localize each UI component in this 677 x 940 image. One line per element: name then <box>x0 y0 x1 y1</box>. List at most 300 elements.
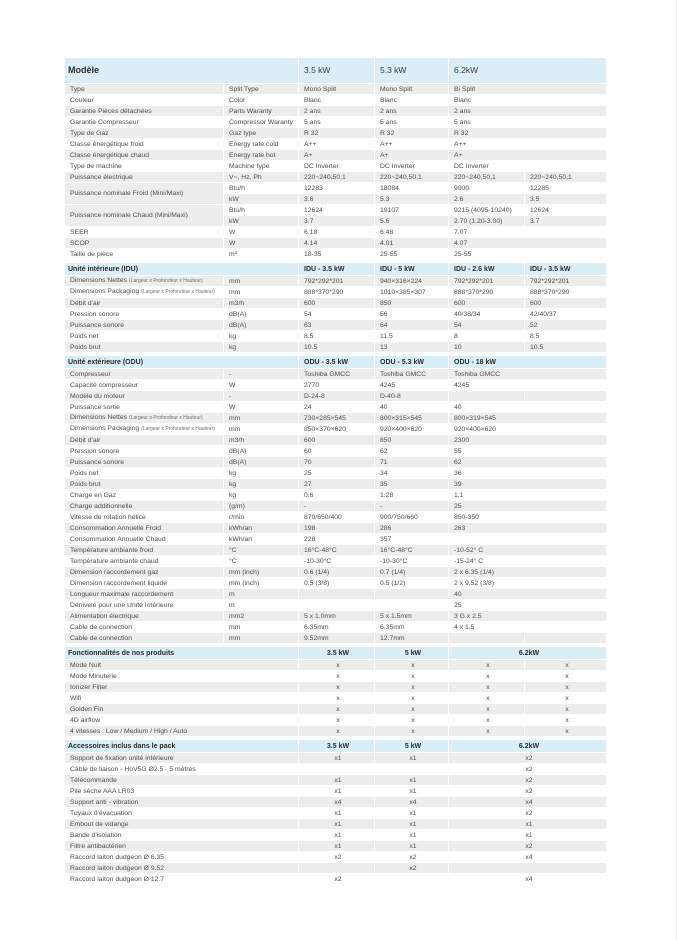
cell-value: 9000 <box>449 183 524 193</box>
table-row <box>65 227 606 237</box>
cell-value: 39 <box>449 479 606 489</box>
cell-value: 1.28 <box>375 490 448 500</box>
cell-value: 13 <box>375 342 448 352</box>
cell-value: kWh/an <box>224 523 298 533</box>
row-label: Garantie Pièces détachées <box>65 106 223 116</box>
column-header: 6.2kW <box>449 647 606 659</box>
cell-value: 8.5 <box>299 331 374 341</box>
cell-value: 800×315×545 <box>375 413 448 423</box>
cell-value: -15-24° C <box>449 556 606 566</box>
cell-value: 220~240,50,1 <box>525 172 606 182</box>
cell-value: 800×319×545 <box>449 413 606 423</box>
cell-value: 40 <box>449 589 606 599</box>
row-label <box>65 276 223 286</box>
table-row <box>65 276 606 286</box>
row-label: Bande d'isolation <box>65 830 298 840</box>
cell-value: x <box>525 693 606 703</box>
cell-value: 8 <box>449 331 524 341</box>
cell-value: 870/650/400 <box>299 512 374 522</box>
cell-value: dB(A) <box>224 320 298 330</box>
row-label: Compresseur <box>65 369 223 379</box>
table-row <box>65 369 606 379</box>
cell-value: 52 <box>525 320 606 330</box>
row-label: Mode Minuterie <box>65 671 298 681</box>
cell-value: kg <box>224 490 298 500</box>
cell-value: Parts Waranty <box>224 106 298 116</box>
table-row <box>65 320 606 330</box>
cell-value: x2 <box>299 852 374 862</box>
cell-value: D-24-8 <box>299 391 374 401</box>
cell-value: 792*292*201 <box>449 276 524 286</box>
cell-value: A++ <box>449 139 606 149</box>
cell-value: x <box>525 715 606 725</box>
table-row <box>65 671 606 681</box>
row-label: Puissance sonore <box>65 457 223 467</box>
cell-value: x <box>299 660 374 670</box>
cell-value: x <box>375 660 448 670</box>
cell-value: Color <box>224 95 298 105</box>
cell-value: x <box>299 693 374 703</box>
dimension-note: (Largeur x Profondeur x Hauteur) <box>141 289 215 295</box>
table-row <box>65 424 606 434</box>
cell-value: r/min <box>224 512 298 522</box>
cell-value: 3.5 <box>525 194 606 204</box>
table-row <box>65 600 606 610</box>
row-label: Support de fixation unité intérieure <box>65 753 298 763</box>
cell-value: kg <box>224 331 298 341</box>
cell-value: 0.7 (1/4) <box>375 567 448 577</box>
cell-value: 900/750/660 <box>375 512 448 522</box>
cell-value <box>375 589 448 599</box>
cell-value: x4 <box>449 874 606 884</box>
row-label: Capacité compresseur <box>65 380 223 390</box>
cell-value: 54 <box>449 320 524 330</box>
row-label: Puissance nominale Froid (Mini/Maxi) <box>65 183 223 204</box>
cell-value: 3.7 <box>299 216 374 226</box>
cell-value: dB(A) <box>224 309 298 319</box>
row-label: Longueur maximale raccordement <box>65 589 223 599</box>
row-label: Modèle du moteur <box>65 391 223 401</box>
table-row <box>65 380 606 390</box>
cell-value: Mono Split <box>375 84 448 94</box>
row-label: Puissance électrique <box>65 172 223 182</box>
column-header: IDU - 3.5 kW <box>299 263 374 275</box>
cell-value: x1 <box>299 808 374 818</box>
row-label: Dimension raccordement gaz <box>65 567 223 577</box>
cell-value: 2.70 (1.20-3.00) <box>449 216 524 226</box>
cell-value <box>299 589 374 599</box>
table-row <box>65 84 606 94</box>
cell-value: 40 <box>375 402 448 412</box>
cell-value: m <box>224 600 298 610</box>
header-row <box>65 356 606 368</box>
cell-value: Mono Split <box>299 84 374 94</box>
cell-value: 286 <box>375 523 448 533</box>
cell-value: 220~240,50,1 <box>449 172 524 182</box>
cell-value: 600 <box>299 435 374 445</box>
cell-value: °C <box>224 545 298 555</box>
cell-value: 4245 <box>375 380 448 390</box>
cell-value: - <box>375 501 448 511</box>
table-row <box>65 704 606 714</box>
cell-value: Toshiba GMCC <box>375 369 448 379</box>
cell-value: 64 <box>375 320 448 330</box>
table-row <box>65 764 606 774</box>
column-header: 3.5 kW <box>299 58 374 83</box>
cell-value: A+ <box>449 150 606 160</box>
row-label: Classe énergétique chaud <box>65 150 223 160</box>
table-row <box>65 786 606 796</box>
row-label: Puissance sortie <box>65 402 223 412</box>
cell-value: x4 <box>449 797 606 807</box>
dimension-note: (Largeur x Profondeur x Hauteur) <box>129 278 203 284</box>
cell-value <box>449 534 524 544</box>
row-label: Garantie Compresseur <box>65 117 223 127</box>
cell-value: x <box>375 715 448 725</box>
table-row <box>65 523 606 533</box>
cell-value: x4 <box>375 797 448 807</box>
cell-value: 7.07 <box>449 227 606 237</box>
cell-value: 10.5 <box>525 342 606 352</box>
row-label: Alimentation électrique <box>65 611 223 621</box>
cell-value: 888*370*290 <box>525 287 606 297</box>
cell-value: 62 <box>449 457 606 467</box>
row-label: Cable de connection <box>65 633 223 643</box>
cell-value: DC Inverter <box>375 161 448 171</box>
cell-value: 850-350 <box>449 512 606 522</box>
cell-value <box>375 600 448 610</box>
cell-value: Split Type <box>224 84 298 94</box>
row-label: Classe énergétique froid <box>65 139 223 149</box>
cell-value: x <box>525 671 606 681</box>
cell-value: dB(A) <box>224 457 298 467</box>
cell-value: 25-55 <box>375 249 448 259</box>
cell-value: 0.5 (3/8) <box>299 578 374 588</box>
cell-value: x1 <box>299 830 374 840</box>
cell-value: 600 <box>525 298 606 308</box>
cell-value: m <box>224 589 298 599</box>
table-row <box>65 161 606 171</box>
row-label: Charge additionnelle <box>65 501 223 511</box>
cell-value: 10 <box>449 342 524 352</box>
table-row <box>65 479 606 489</box>
cell-value: 40/38/34 <box>449 309 524 319</box>
row-label: Pile sèche AAA LR03 <box>65 786 298 796</box>
table-row <box>65 501 606 511</box>
cell-value: Bi Split <box>449 84 606 94</box>
cell-value: 35 <box>375 479 448 489</box>
table-row <box>65 117 606 127</box>
cell-value: - <box>224 369 298 379</box>
cell-value: 25-55 <box>449 249 524 259</box>
cell-value: Btu/h <box>224 205 298 215</box>
cell-value: 888*370*290 <box>449 287 524 297</box>
cell-value: x1 <box>299 819 374 829</box>
table-row <box>65 238 606 248</box>
cell-value: Blanc <box>375 95 448 105</box>
cell-value: x2 <box>375 863 448 873</box>
row-label: Débit d'air <box>65 298 223 308</box>
cell-value: A++ <box>375 139 448 149</box>
cell-value: x <box>299 671 374 681</box>
row-label: Consommation Annuelle Froid <box>65 523 223 533</box>
table-row <box>65 106 606 116</box>
cell-value <box>525 534 606 544</box>
row-label: Raccord laiton dudgeon Ø 6.35 <box>65 852 298 862</box>
cell-value: 0.6 <box>299 490 374 500</box>
cell-value: 220~240,50,1 <box>375 172 448 182</box>
table-row <box>65 611 606 621</box>
cell-value: x1 <box>299 753 374 763</box>
row-label: Télécommande <box>65 775 298 785</box>
cell-value: 19107 <box>375 205 448 215</box>
cell-value: 220~240,50,1 <box>299 172 374 182</box>
cell-value: W <box>224 227 298 237</box>
column-header: Unité intérieure (IDU) <box>65 263 298 275</box>
cell-value: mm2 <box>224 611 298 621</box>
cell-value: x <box>525 660 606 670</box>
cell-value: 920×400×620 <box>375 424 448 434</box>
cell-value: A++ <box>299 139 374 149</box>
row-label: SEER <box>65 227 223 237</box>
cell-value: 3.7 <box>525 216 606 226</box>
cell-value: 5 ans <box>299 117 374 127</box>
cell-value: 42/40/37 <box>525 309 606 319</box>
cell-value: 34 <box>375 468 448 478</box>
cell-value: 3 G x 2.5 <box>449 611 606 621</box>
table-row <box>65 753 606 763</box>
row-label: Température ambiante froid <box>65 545 223 555</box>
row-label: Raccord laiton dudgeon Ø 9.52 <box>65 863 298 873</box>
cell-value: 600 <box>449 298 524 308</box>
cell-value: 4.01 <box>375 238 448 248</box>
cell-value <box>299 863 374 873</box>
cell-value: 70 <box>299 457 374 467</box>
section-table-accessoires <box>64 739 607 885</box>
table-row <box>65 446 606 456</box>
cell-value: mm <box>224 633 298 643</box>
row-label <box>65 287 223 297</box>
table-row <box>65 150 606 160</box>
header-row <box>65 740 606 752</box>
cell-value: 5 x 1.5mm <box>375 611 448 621</box>
cell-value: 5.3 <box>375 194 448 204</box>
cell-value: A+ <box>375 150 448 160</box>
column-header: ODU - 3.5 kW <box>299 356 374 368</box>
cell-value: x <box>375 682 448 692</box>
cell-value: x1 <box>299 841 374 851</box>
cell-value: x2 <box>449 753 606 763</box>
label-text: Dimensions Nettes <box>70 277 128 284</box>
cell-value: x <box>449 660 524 670</box>
cell-value: Toshiba GMCC <box>299 369 374 379</box>
cell-value: 63 <box>299 320 374 330</box>
column-header: 6.2kW <box>449 58 606 83</box>
cell-value: 4 x 1.5 <box>449 622 606 632</box>
cell-value: 12624 <box>525 205 606 215</box>
cell-value: x1 <box>375 808 448 818</box>
cell-value: x <box>449 704 524 714</box>
table-row <box>65 775 606 785</box>
table-row <box>65 249 606 259</box>
cell-value: 16°C-48°C <box>299 545 374 555</box>
cell-value: 12.7mm <box>375 633 448 643</box>
cell-value: x <box>299 704 374 714</box>
table-row <box>65 391 606 401</box>
cell-value: mm (inch) <box>224 578 298 588</box>
table-row <box>65 841 606 851</box>
row-label: Type de Gaz <box>65 128 223 138</box>
row-label: Tuyaux d'évacuation <box>65 808 298 818</box>
table-row <box>65 726 606 736</box>
row-label: Poids brut <box>65 342 223 352</box>
cell-value: mm <box>224 622 298 632</box>
row-label: Pression sonore <box>65 309 223 319</box>
cell-value: 0.5 (1/2) <box>375 578 448 588</box>
cell-value: 1010×385×307 <box>375 287 448 297</box>
row-label: Type de machine <box>65 161 223 171</box>
cell-value: 6.35mm <box>299 622 374 632</box>
cell-value: D-40-8 <box>375 391 448 401</box>
cell-value: 4.07 <box>449 238 606 248</box>
column-header: 5.3 kW <box>375 58 448 83</box>
row-label: Dénivelé pour une Unité Intérieure <box>65 600 223 610</box>
row-label: Pression sonore <box>65 446 223 456</box>
table-row <box>65 95 606 105</box>
cell-value: x <box>449 682 524 692</box>
cell-value: m² <box>224 249 298 259</box>
section-table-fonctionnalites <box>64 646 607 737</box>
cell-value: 2 ans <box>449 106 606 116</box>
cell-value: kWh/an <box>224 534 298 544</box>
cell-value: 228 <box>299 534 374 544</box>
cell-value: 2 ans <box>375 106 448 116</box>
cell-value: 2 x 6.35 (1/4) <box>449 567 606 577</box>
column-header: Fonctionnalités de nos produits <box>65 647 298 659</box>
section-table-idu <box>64 262 607 353</box>
cell-value: 56 <box>375 309 448 319</box>
cell-value: -10-52° C <box>449 545 606 555</box>
cell-value: 12283 <box>299 183 374 193</box>
cell-value: 5.6 <box>375 216 448 226</box>
cell-value: 25 <box>449 600 606 610</box>
cell-value: 71 <box>375 457 448 467</box>
cell-value: 16°C-48°C <box>375 545 448 555</box>
cell-value: 888*370*290 <box>299 287 374 297</box>
cell-value: m3/h <box>224 435 298 445</box>
cell-value: Toshiba GMCC <box>449 369 606 379</box>
cell-value: R 32 <box>375 128 448 138</box>
cell-value: x <box>449 671 524 681</box>
table-row <box>65 139 606 149</box>
cell-value: 850 <box>375 435 448 445</box>
row-label: Support anti - vibration <box>65 797 298 807</box>
cell-value: V~, Hz, Ph <box>224 172 298 182</box>
spec-document <box>64 57 609 887</box>
row-label: Consommation Annuelle Chaud <box>65 534 223 544</box>
cell-value: 5 ans <box>449 117 606 127</box>
cell-value: x1 <box>375 841 448 851</box>
cell-value: 792*292*201 <box>299 276 374 286</box>
row-label: 4D airflow <box>65 715 298 725</box>
cell-value: 5 ans <box>375 117 448 127</box>
cell-value: 2300 <box>449 435 606 445</box>
cell-value <box>299 764 374 774</box>
cell-value <box>525 249 606 259</box>
cell-value: (g/m) <box>224 501 298 511</box>
row-label: Cable de connection <box>65 622 223 632</box>
cell-value: 4.14 <box>299 238 374 248</box>
section-table-odu <box>64 355 607 644</box>
cell-value: DC Inverter <box>299 161 374 171</box>
table-row <box>65 309 606 319</box>
cell-value: 2 x 9.52 (3/8) <box>449 578 606 588</box>
cell-value: 920×400×620 <box>449 424 606 434</box>
cell-value <box>449 391 524 401</box>
cell-value: 0.6 (1/4) <box>299 567 374 577</box>
cell-value: x <box>525 704 606 714</box>
cell-value: A+ <box>299 150 374 160</box>
table-row <box>65 298 606 308</box>
cell-value: mm <box>224 413 298 423</box>
label-text: Dimensions Nettes <box>70 414 128 421</box>
table-row <box>65 545 606 555</box>
cell-value <box>299 600 374 610</box>
row-label: Mode Nuit <box>65 660 298 670</box>
table-row <box>65 331 606 341</box>
row-label <box>65 424 223 434</box>
table-row <box>65 512 606 522</box>
cell-value <box>525 391 606 401</box>
cell-value: R 32 <box>449 128 606 138</box>
row-label: Wifi <box>65 693 298 703</box>
section-table-modele <box>64 57 607 260</box>
cell-value: mm <box>224 424 298 434</box>
cell-value: x1 <box>375 830 448 840</box>
table-row <box>65 808 606 818</box>
cell-value: Btu/h <box>224 183 298 193</box>
header-row <box>65 647 606 659</box>
cell-value: 2770 <box>299 380 374 390</box>
cell-value: 12285 <box>525 183 606 193</box>
table-row <box>65 852 606 862</box>
cell-value: x4 <box>299 797 374 807</box>
cell-value: x <box>449 693 524 703</box>
cell-value: x2 <box>449 775 606 785</box>
table-row <box>65 682 606 692</box>
column-header: IDU - 5 kW <box>375 263 448 275</box>
cell-value: -10-30°C <box>375 556 448 566</box>
cell-value: Machine type <box>224 161 298 171</box>
cell-value: 3.6 <box>299 194 374 204</box>
cell-value: x1 <box>375 819 448 829</box>
header-row <box>65 58 606 83</box>
cell-value: x <box>525 726 606 736</box>
cell-value: x <box>375 671 448 681</box>
cell-value: 10.5 <box>299 342 374 352</box>
cell-value: 940×316×224 <box>375 276 448 286</box>
cell-value: 40 <box>449 402 606 412</box>
cell-value: x1 <box>449 830 606 840</box>
cell-value: kW <box>224 194 298 204</box>
row-label: Ionizer Filter <box>65 682 298 692</box>
row-label: 4 vitesses : Low / Medium / High / Auto <box>65 726 298 736</box>
cell-value: 9215 (4095-10240) <box>449 205 524 215</box>
cell-value: x2 <box>449 786 606 796</box>
cell-value: x1 <box>375 753 448 763</box>
cell-value: x1 <box>299 786 374 796</box>
cell-value: x2 <box>449 808 606 818</box>
